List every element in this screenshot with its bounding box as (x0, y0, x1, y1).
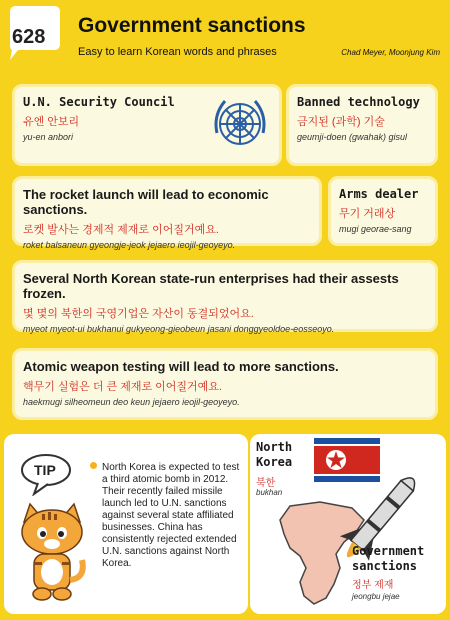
card-romanization: geumji-doen (gwahak) gisul (297, 132, 408, 142)
card-romanization: roket balsaneun gyeongje-jeok jejaero ieojil-geoyeyo. (23, 240, 236, 250)
card-korean: 유엔 안보리 (23, 116, 80, 128)
card-korean: 금지된 (과학) 기술 (297, 116, 385, 128)
card-korean: 무기 거래상 (339, 208, 396, 220)
tip-panel (4, 434, 248, 614)
card-un-security-council (12, 84, 282, 166)
card-romanization: myeot myeot-ui bukhanui gukyeong-gieobeun jasani donggyeoldoe-eosseoyo. (23, 324, 335, 334)
north-korea-romanization: bukhan (256, 488, 283, 497)
card-atomic-testing (12, 348, 438, 420)
un-emblem-icon (209, 93, 271, 155)
lesson-number: 628 (12, 26, 46, 48)
north-korea-label: North Korea (256, 440, 293, 469)
card-korean: 핵무기 실험은 더 큰 제재로 이어질거예요. (23, 381, 222, 393)
gov-sanctions-korean: 정부 제재 (352, 580, 394, 591)
card-romanization: mugi georae-sang (339, 224, 412, 234)
north-korea-korean: 북한 (256, 478, 276, 489)
card-korean: 로켓 발사는 경제적 제재로 이어질거예요. (23, 224, 219, 236)
card-romanization: haekmugi silheomeun deo keun jejaero ieojil-geoyeyo. (23, 397, 240, 407)
card-english: Several North Korean state-run enterprises had their assests frozen. (23, 271, 399, 301)
page-title: Government sanctions (78, 14, 306, 37)
card-english: Atomic weapon testing will lead to more sanctions. (23, 359, 339, 374)
card-banned-technology (286, 84, 438, 166)
cat-mascot-icon (12, 500, 92, 610)
card-arms-dealer (328, 176, 438, 246)
gov-sanctions-romanization: jeongbu jejae (352, 592, 400, 601)
header (4, 4, 446, 64)
card-english: Arms dealer (339, 187, 419, 201)
tip-text: North Korea is expected to test a third atomic bomb in 2012. Their recently failed missile launch led to U.N. sanctions against several state affiliated businesses. China has consistently rejected extended U.N. sanctions against North Korea. (102, 462, 240, 569)
card-assets-frozen (12, 260, 438, 332)
illustration-panel (250, 434, 446, 614)
card-rocket-launch (12, 176, 322, 250)
card-english: The rocket launch will lead to economic sanctions. (23, 187, 269, 217)
tip-label: TIP (34, 462, 56, 478)
card-english: Banned technology (297, 95, 420, 109)
gov-sanctions-label: Government sanctions (352, 544, 425, 573)
card-romanization: yu-en anbori (23, 132, 74, 142)
tip-bullet-icon (90, 462, 97, 469)
card-english: U.N. Security Council (23, 95, 175, 109)
authors: Chad Meyer, Moonjung Kim (341, 48, 440, 57)
page-subtitle: Easy to learn Korean words and phrases (78, 46, 277, 58)
card-korean: 몇 몇의 북한의 국영기업은 자산이 동결되었어요. (23, 308, 254, 320)
